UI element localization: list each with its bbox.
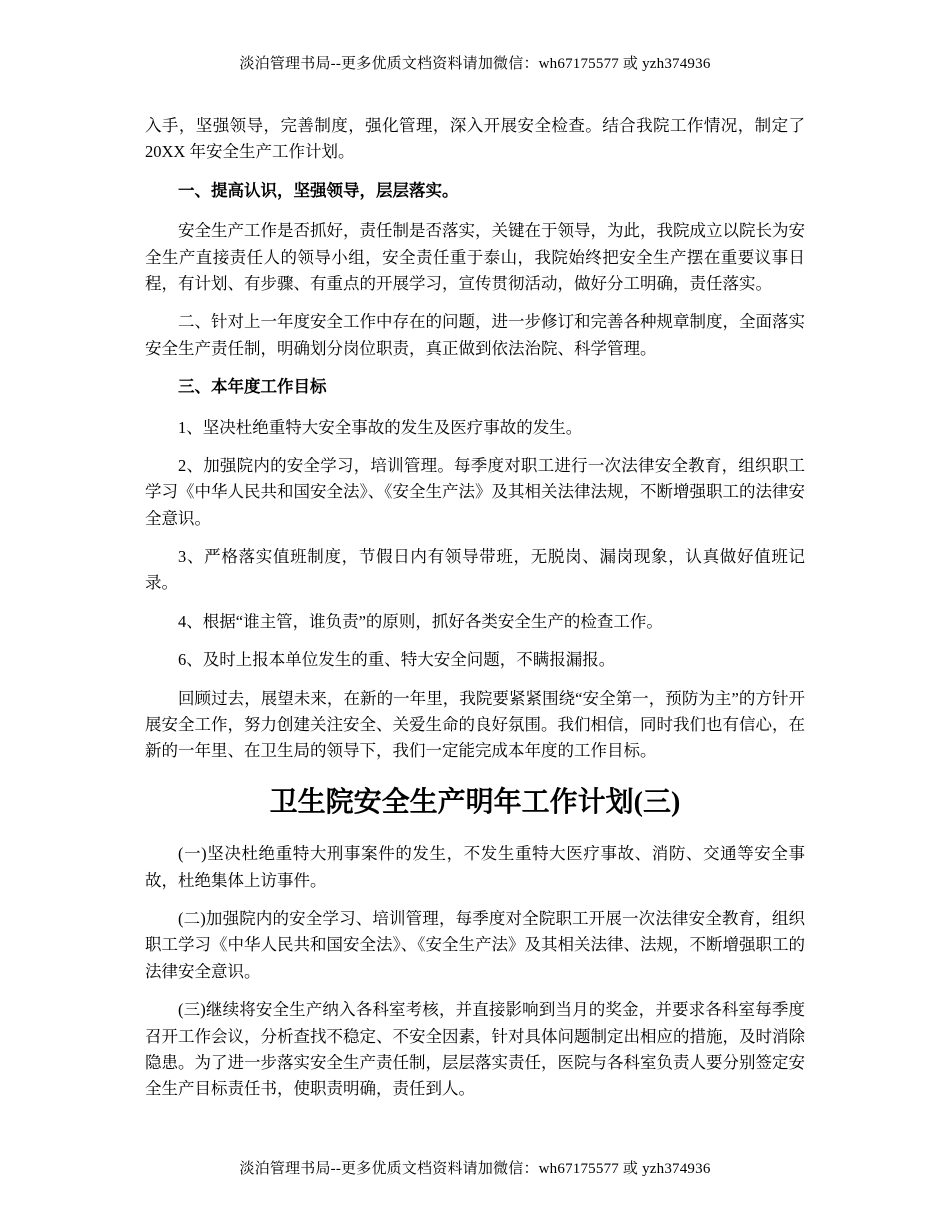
paragraph: 安全生产工作是否抓好，责任制是否落实，关键在于领导，为此，我院成立以院长为安全生产直接责任人的领导小组，安全责任重于泰山，我院始终把安全生产摆在重要议事日程，有计划、有步骤、有重点的开展学习，宣传贯彻活动，做好分工明确，责任落实。: [145, 221, 805, 293]
section-heading-1: 一、提高认识，坚强领导，层层落实。: [178, 180, 459, 200]
list-item-2: 2、加强院内的安全学习，培训管理。每季度对职工进行一次法律安全教育，组织职工学习《中华人民共和国安全法》、《安全生产法》及其相关法律法规，不断增强职工的法律安全意识。: [145, 455, 805, 528]
plan-item-2: (二)加强院内的安全学习、培训管理，每季度对全院职工开展一次法律安全教育，组织职工学习《中华人民共和国安全法》、《安全生产法》及其相关法律、法规，不断增强职工的法律安全意识。: [145, 908, 805, 981]
paragraph: 二、针对上一年度安全工作中存在的问题，进一步修订和完善各种规章制度，全面落实安全生产责任制，明确划分岗位职责，真正做到依法治院、科学管理。: [145, 312, 805, 358]
header-watermark-text: 淡泊管理书局--更多优质文档资料请加微信：wh67175577 或 yzh374936: [239, 56, 711, 72]
page-header: [0, 0, 950, 73]
plan-item-3: (三)继续将安全生产纳入各科室考核，并直接影响到当月的奖金，并要求各科室每季度召开工作会议，分析查找不稳定、不安全因素，针对具体问题制定出相应的措施，及时消除隐患。为了进一步落实安全生产责任制，层层落实责任，医院与各科室负责人要分别签定安全生产目标责任书，使职责明确，责任到人。: [145, 1000, 805, 1099]
plan-item-1: (一)坚决杜绝重特大刑事案件的发生，不发生重特大医疗事故、消防、交通等安全事故，杜绝集体上访事件。: [145, 844, 805, 890]
list-item-4: 4、根据“谁主管，谁负责”的原则，抓好各类安全生产的检查工作。: [178, 611, 663, 631]
closing-paragraph: 回顾过去，展望未来，在新的一年里，我院要紧紧围绕“安全第一，预防为主”的方针开展安全工作，努力创建关注安全、关爱生命的良好氛围。我们相信，同时我们也有信心，在新的一年里、在卫生局的领导下，我们一定能完成本年度的工作目标。: [145, 688, 805, 761]
footer-watermark-text: 淡泊管理书局--更多优质文档资料请加微信：wh67175577 或 yzh374936: [239, 1161, 711, 1177]
section-heading-3: 三、本年度工作目标: [178, 377, 327, 397]
document-body: [145, 113, 805, 1103]
list-item-1: 1、坚决杜绝重特大安全事故的发生及医疗事故的发生。: [178, 417, 583, 437]
list-item-3: 3、严格落实值班制度，节假日内有领导带班，无脱岗、漏岗现象，认真做好值班记录。: [145, 547, 805, 593]
document-title: 卫生院安全生产明年工作计划(三): [269, 786, 681, 818]
page-footer: [0, 1157, 950, 1178]
list-item-6: 6、及时上报本单位发生的重、特大安全问题，不瞒报漏报。: [178, 650, 616, 670]
paragraph-continuation: 入手，坚强领导，完善制度，强化管理，深入开展安全检查。结合我院工作情况，制定了 20XX 年安全生产工作计划。: [145, 116, 805, 162]
